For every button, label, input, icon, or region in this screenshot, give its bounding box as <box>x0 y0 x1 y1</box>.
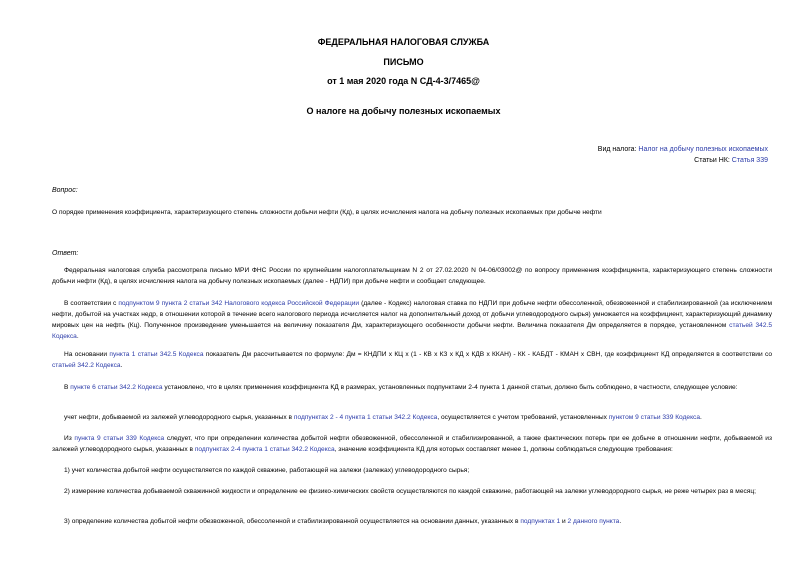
law-link[interactable]: пунктом 9 статьи 339 Кодекса <box>608 414 701 421</box>
law-link[interactable]: пункта 9 статьи 339 Кодекса <box>74 435 165 442</box>
law-link[interactable]: пункта 1 статьи 342.5 Кодекса <box>109 351 204 358</box>
law-link[interactable]: статьей 342.5 Кодекса <box>52 322 772 340</box>
nk-articles-label: Статьи НК: <box>694 157 732 164</box>
requirement-3: 3) определение количества добытой нефти обезвоженной, обессоленной и стабилизированной осуществляется на основании данных, указанных в подпунктах 1 и 2 данного пункта. <box>64 518 622 525</box>
answer-paragraph-6: Из пункта 9 статьи 339 Кодекса следует, что при определении количества добытой нефти обезвоженной, обессоленной и стабилизированной, а также фактических потерь при ее добыче в отношении нефти, добываемой из залежей углеводородного сырья, указанных в подпунктах 2-4 пункта 1 статьи 342.2 Кодекса, значение коэффициента КД для которых составляет менее 1, должны соблюдаться следующие требования: <box>52 435 773 453</box>
requirement-2: 2) измерение количества добываемой скважинной жидкости и определение ее физико-химических свойств осуществляются по каждой скважине, работающей на залежи углеводородного сырья, не реже четырех раз в месяц; <box>64 488 756 495</box>
answer-label: Ответ: <box>52 250 79 257</box>
tax-type-link[interactable]: Налог на добычу полезных ископаемых <box>638 146 768 153</box>
law-link[interactable]: 2 данного пункта <box>567 518 620 525</box>
tax-type-label: Вид налога: <box>597 146 639 153</box>
answer-paragraph-5: учет нефти, добываемой из залежей углеводородного сырья, указанных в подпунктах 2 - 4 пункта 1 статьи 342.2 Кодекса, осуществляется с учетом требований, установленных пунктом 9 статьи 339 Кодекса. <box>64 414 702 421</box>
question-text: О порядке применения коэффициента, характеризующего степень сложности добычи нефти (Кд), в целях исчисления налога на добычу полезных ископаемых при добыче нефти <box>52 209 602 216</box>
doc-type: ПИСЬМО <box>383 57 424 67</box>
org-name: ФЕДЕРАЛЬНАЯ НАЛОГОВАЯ СЛУЖБА <box>317 37 490 47</box>
question-label: Вопрос: <box>52 187 78 194</box>
law-link[interactable]: подпунктах 2 - 4 пункта 1 статьи 342.2 Кодекса <box>293 414 438 421</box>
answer-paragraph-4: В пункте 6 статьи 342.2 Кодекса установлено, что в целях применения коэффициента КД в размерах, установленных подпунктами 2-4 пункта 1 данной статьи, должно быть соблюдено, в частности, следующее условие: <box>64 384 738 391</box>
law-link[interactable]: статьей 342.2 Кодекса <box>52 362 121 369</box>
answer-paragraph-3: На основании пункта 1 статьи 342.5 Кодекса показатель Дм рассчитывается по формуле: Дм = КНДПИ x КЦ x (1 - КВ x КЗ x КД x КДВ x ККАН) - КК - КАБДТ - КМАН x СВН, где коэффициент КД определяется в соответствии со статьей 342.2 Кодекса. <box>52 351 772 369</box>
tax-type-line <box>598 146 768 153</box>
doc-date-number: от 1 мая 2020 года N СД-4-3/7465@ <box>327 76 480 86</box>
requirement-1: 1) учет количества добытой нефти осуществляется по каждой скважине, работающей на залежи (залежах) углеводородного сырья; <box>64 467 470 474</box>
doc-subject: О налоге на добычу полезных ископаемых <box>306 106 501 116</box>
law-link[interactable]: пункте 6 статьи 342.2 Кодекса <box>70 384 163 391</box>
law-link[interactable]: подпунктом 9 пункта 2 статьи 342 Налогового кодекса Российской Федерации <box>118 300 360 307</box>
nk-article-link[interactable]: Статья 339 <box>731 157 768 164</box>
nk-articles-line <box>694 157 768 164</box>
law-link[interactable]: подпунктах 2-4 пункта 1 статьи 342.2 Кодекса <box>194 446 335 453</box>
answer-paragraph-1: Федеральная налоговая служба рассмотрела письмо МРИ ФНС России по крупнейшим налогоплательщикам N 2 от 27.02.2020 N 04-06/03002@ по вопросу применения коэффициента, характеризующего степень сложности добычи нефти (Кд), в целях исчисления налога на добычу полезных ископаемых (далее - НДПИ) при добыче нефти и сообщает следующее. <box>52 267 772 285</box>
law-link[interactable]: подпунктах 1 <box>520 518 561 525</box>
answer-paragraph-2: В соответствии с подпунктом 9 пункта 2 статьи 342 Налогового кодекса Российской Федерации (далее - Кодекс) налоговая ставка по НДПИ при добыче нефти обессоленной, обезвоженной и стабилизированной (за исключением нефти, добытой на участках недр, в отношении которой в течение всего налогового периода исчисляется налог на дополнительный доход от добычи углеводородного сырья) умножается на коэффициент, характеризующий динамику мировых цен на нефть (Кц). Полученное произведение уменьшается на величину показателя Дм, характеризующего особенности добычи нефти. Величина показателя Дм определяется в порядке, установленном статьей 342.5 Кодекса. <box>52 300 772 340</box>
